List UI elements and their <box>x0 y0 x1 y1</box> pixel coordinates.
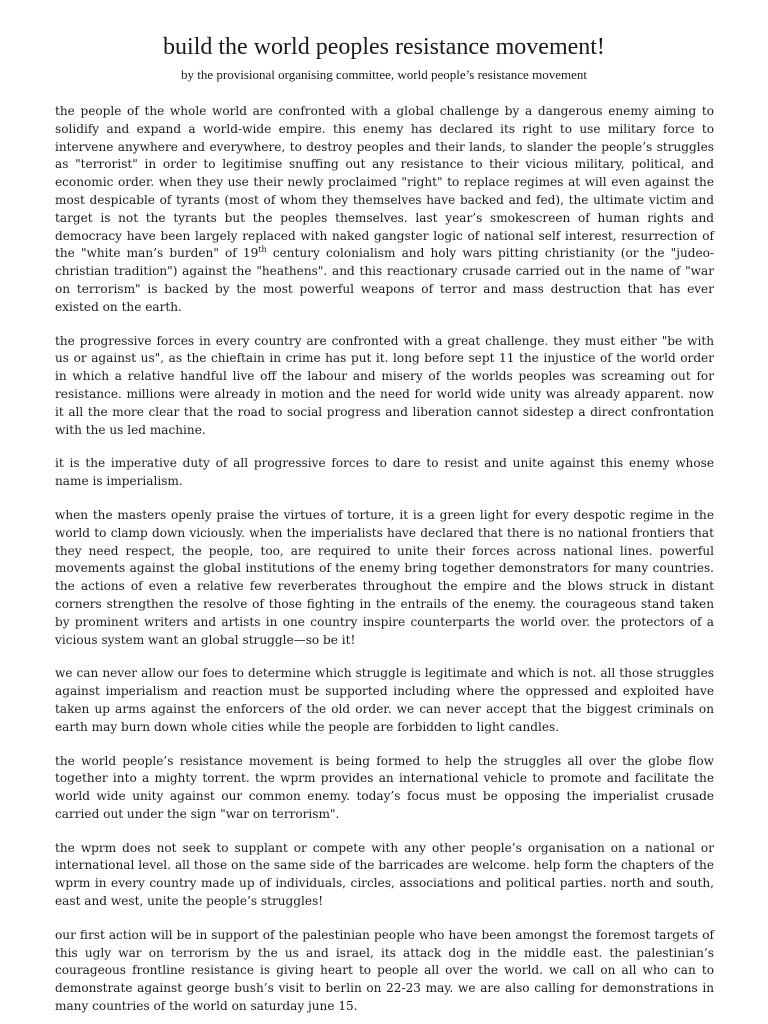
paragraph-8: our first action will be in support of the palestinian people who have been amongst the foremost targets of this ugly war on terrorism by the us and israel, its attack dog in the middle east. the palestinian’s courageous frontline resistance is giving heart to people all over the world. we call on all who can to demonstrate against george bush’s visit to berlin on 22-23 may. we are also calling for demonstrations in many countries of the world on saturday june 15. <box>55 927 714 1014</box>
paragraph-4: when the masters openly praise the virtues of torture, it is a green light for every despotic regime in the world to clamp down viciously. when the imperialists have declared that there is no national frontiers that they need respect, the people, too, are required to unite their forces across national lines. powerful movements against the global institutions of the enemy bring together demonstrators for many countries. the actions of even a relative few reverberates throughout the empire and the blows struck in distant corners strengthen the resolve of those fighting in the entrails of the enemy. the courageous stand taken by prominent writers and artists in one country inspire counterparts the world over. the protectors of a vicious system want an global struggle—so be it! <box>55 507 714 647</box>
document-body <box>55 103 714 1024</box>
paragraph-1-text-a: the people of the whole world are confronted with a global challenge by a dangerous enemy aiming to solidify and expand a world-wide empire. this enemy has declared its right to use military force to intervene anywhere and everywhere, to destroy peoples and their lands, to slander the people’s struggles as "terrorist" in order to legitimise snuffing out any resistance to their vicious military, political, and economic order. when they use their newly proclaimed "right" to replace regimes at will even against the most despicable of tyrants (most of whom they themselves have backed and fed), the ultimate victim and target is not the tyrants but the peoples themselves. last year’s smokescreen of human rights and democracy have been largely replaced with naked gangster logic of national self interest, resurrection of the "white man’s burden" of 19 <box>55 104 714 261</box>
ordinal-suffix: th <box>258 245 267 255</box>
document-subtitle: by the provisional organising committee, world people’s resistance movement <box>181 67 587 82</box>
paragraph-3: it is the imperative duty of all progressive forces to dare to resist and unite against this enemy whose name is imperialism. <box>55 456 714 489</box>
paragraph-1 <box>55 103 714 317</box>
paragraph-6: the world people’s resistance movement is being formed to help the struggles all over the globe flow together into a mighty torrent. the wprm provides an international vehicle to promote and facilitate the world wide unity against our common enemy. today’s focus must be opposing the imperialist crusade carried out under the sign "war on terrorism". <box>55 753 714 821</box>
paragraph-7: the wprm does not seek to supplant or compete with any other people’s organisation on a national or international level. all those on the same side of the barricades are welcome. help form the chapters of the wprm in every country made up of individuals, circles, associations and political parties. north and south, east and west, unite the people’s struggles! <box>55 840 714 909</box>
paragraph-5: we can never allow our foes to determine which struggle is legitimate and which is not. all those struggles against imperialism and reaction must be supported including where the oppressed and exploited have taken up arms against the enforcers of the old order. we can never accept that the biggest criminals on earth may burn down whole cities while the people are forbidden to light candles. <box>55 666 714 734</box>
document-title: build the world peoples resistance movement! <box>163 34 605 60</box>
paragraph-1-text-b: century colonialism and holy wars pitting christianity (or the "judeo-christian tradition") against the "heathens". and this reactionary crusade carried out in the name of "war on terrorism" is backed by the most powerful weapons of terror and mass destruction that has ever existed on the earth. <box>55 246 715 314</box>
paragraph-2: the progressive forces in every country are confronted with a great challenge. they must either "be with us or against us", as the chieftain in crime has put it. long before sept 11 the injustice of the world order in which a relative handful live off the labour and misery of the worlds peoples was screaming out for resistance. millions were already in motion and the need for world wide unity was already apparent. now it all the more clear that the road to social progress and liberation cannot sidestep a direct confrontation with the us led machine. <box>55 333 714 437</box>
